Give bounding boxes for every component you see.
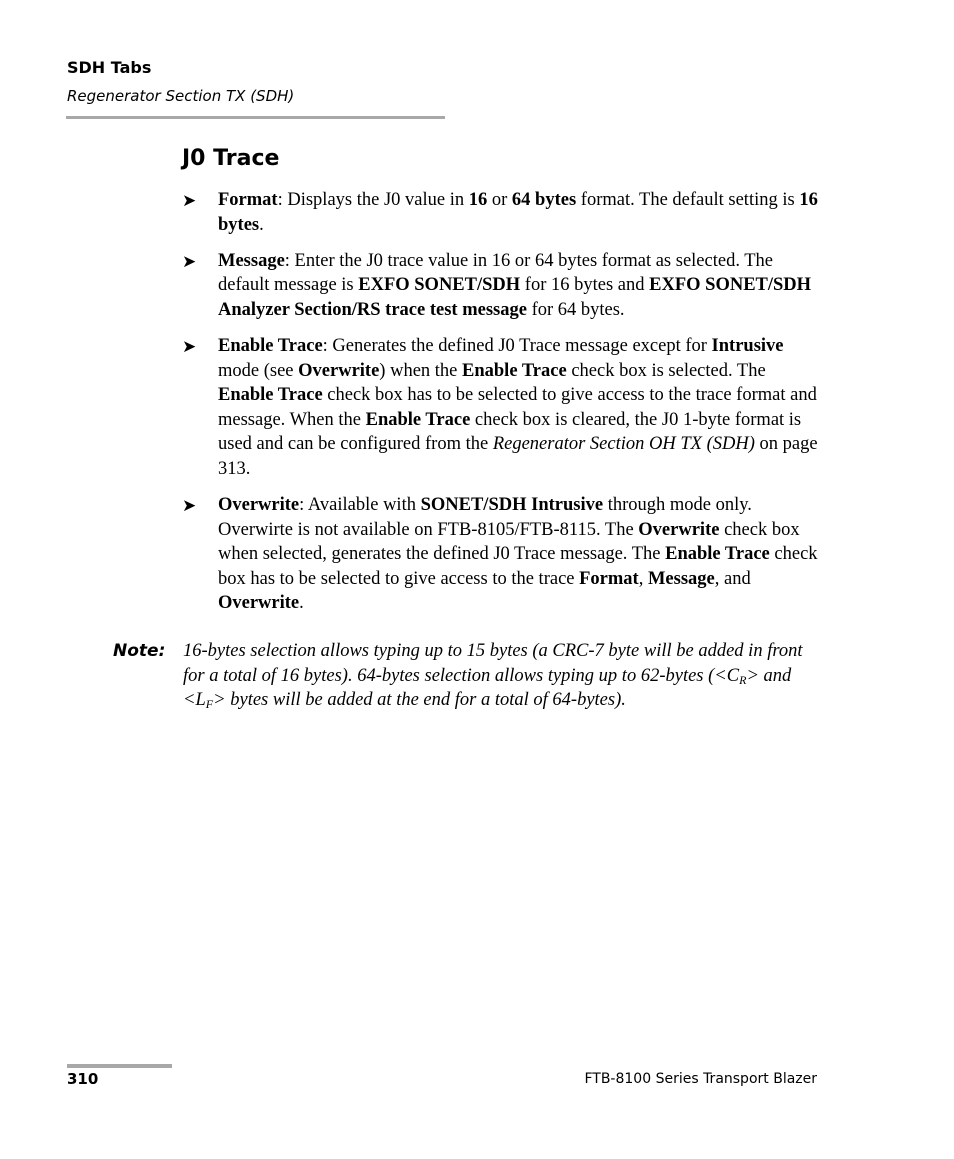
term-enable-trace: Enable Trace (218, 335, 323, 356)
footer-product-name: FTB-8100 Series Transport Blazer (584, 1071, 817, 1087)
term-message: Message (218, 250, 285, 271)
body-text: check box has to be selected to give access to the trace format and message. When the (218, 385, 817, 430)
note-label: Note: (113, 641, 166, 661)
body-text: check box is selected. The (566, 360, 766, 381)
running-header-section: SDH Tabs (67, 58, 152, 77)
body-text: check box when selected, generates the defined J0 Trace message. The (218, 519, 800, 565)
body-text: or (487, 190, 512, 210)
arrowhead-bullet-icon: ➤ (182, 191, 197, 211)
body-text: , (638, 568, 648, 589)
bold-text: 16 bytes (218, 190, 818, 235)
list-item-overwrite (182, 493, 822, 616)
body-text: format. The default setting is (576, 190, 800, 210)
body-text: . (299, 593, 304, 614)
list-item-enable-trace (182, 334, 822, 482)
note-block (113, 639, 823, 713)
footer-divider (67, 1064, 172, 1068)
bold-text: Overwrite (218, 593, 300, 614)
body-text: : Generates the defined J0 Trace message except for (322, 335, 712, 356)
parameter-list (182, 188, 822, 628)
bold-text: Overwrite (638, 519, 720, 540)
body-text: : Displays the J0 value in (277, 190, 469, 210)
note-text-part: > bytes will be added at the end for a total of 64-bytes). (213, 690, 626, 711)
section-title: J0 Trace (182, 146, 280, 171)
note-text (183, 639, 823, 713)
note-text-part: 16-bytes selection allows typing up to 15 bytes (a CRC-7 byte will be added in front for a total of 16 bytes). 64-bytes selection allows typing up to 62-bytes (<C (183, 641, 803, 686)
bold-text: EXFO SONET/SDH (358, 275, 521, 296)
term-overwrite: Overwrite (218, 495, 300, 516)
bold-text: Message (647, 568, 715, 589)
subscript: R (739, 672, 747, 687)
list-item-message (182, 249, 822, 323)
list-item-format (182, 188, 822, 237)
body-text: for 64 bytes. (526, 299, 625, 320)
arrowhead-bullet-icon: ➤ (182, 336, 197, 357)
bold-text: Enable Trace (218, 385, 323, 406)
body-text: . (259, 214, 264, 235)
body-text: check box has to be selected to give access to the trace (218, 544, 818, 589)
body-text: through mode only. Overwirte is not available on FTB-8105/FTB-8115. The (218, 495, 752, 540)
bold-text: Format (579, 568, 639, 589)
header-divider (66, 116, 445, 119)
note-text-part: > and <L (183, 665, 792, 711)
body-text: on page 313. (218, 434, 818, 479)
body-text: mode (see (218, 360, 299, 381)
cross-reference-link[interactable]: Regenerator Section OH TX (SDH) (492, 434, 755, 455)
subscript: F (205, 697, 214, 712)
body-text: : Enter the J0 trace value in 16 or 64 bytes format as selected. The default message is (218, 250, 773, 296)
bold-text: 16 (468, 190, 488, 210)
page-number: 310 (67, 1070, 99, 1088)
bold-text: Enable Trace (665, 544, 770, 565)
term-format: Format (218, 190, 278, 210)
arrowhead-bullet-icon: ➤ (182, 496, 197, 517)
bold-text: Enable Trace (462, 360, 567, 381)
bold-text: EXFO SONET/SDH Analyzer Section/RS trace test message (218, 275, 812, 320)
bold-text: Enable Trace (365, 409, 471, 430)
bold-text: 64 bytes (511, 190, 577, 210)
body-text: , and (714, 568, 751, 589)
body-text: : Available with (299, 495, 421, 516)
bold-text: Overwrite (298, 360, 380, 381)
body-text: check box is cleared, the J0 1-byte format is used and can be configured from the (218, 409, 802, 455)
bold-text: Intrusive (711, 335, 784, 356)
body-text: for 16 bytes and (520, 275, 650, 296)
body-text: ) when the (379, 360, 463, 381)
bold-text: SONET/SDH Intrusive (420, 495, 604, 516)
running-header-subsection: Regenerator Section TX (SDH) (67, 87, 295, 105)
arrowhead-bullet-icon: ➤ (182, 251, 197, 272)
